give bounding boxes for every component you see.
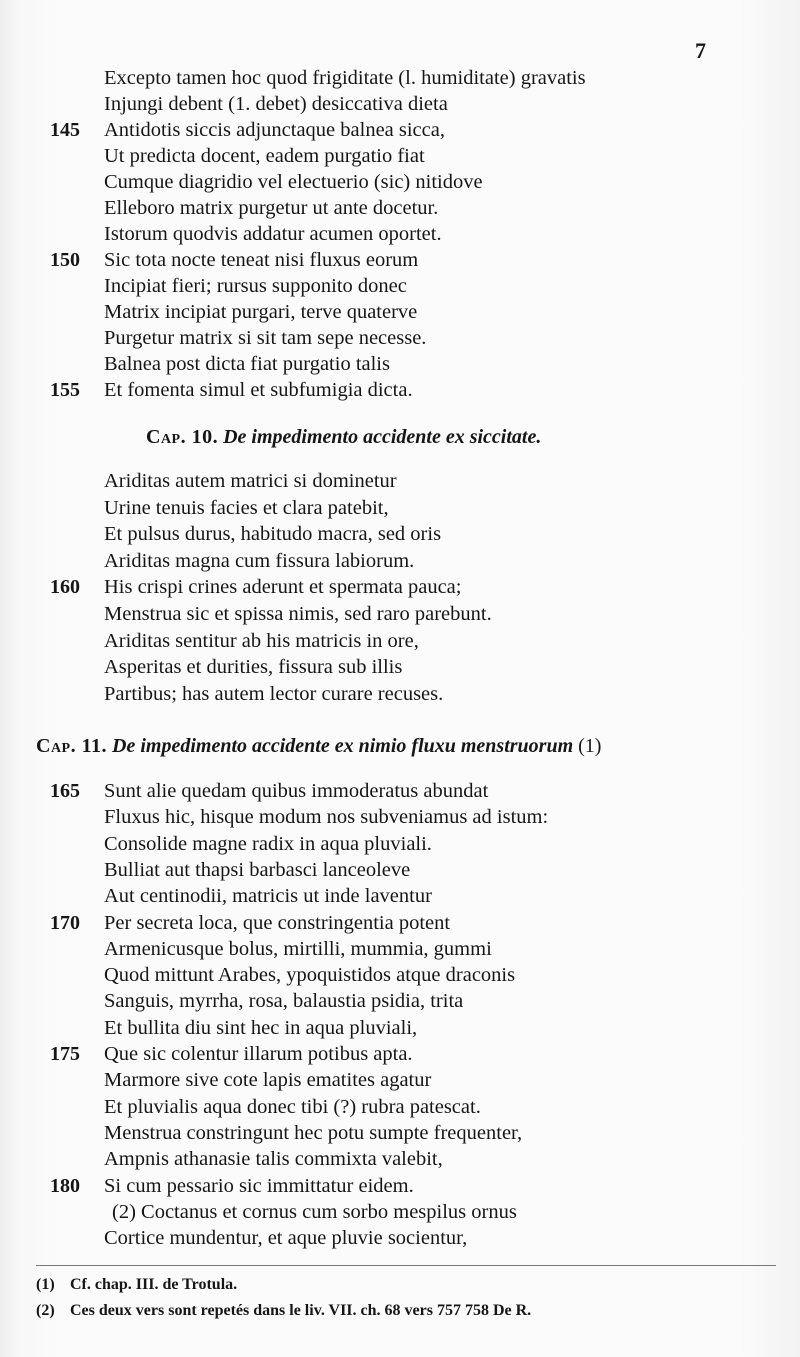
verse-line bbox=[0, 1225, 800, 1251]
line-text: Et pulsus durus, habitudo macra, sed oris bbox=[104, 523, 442, 546]
verse-line bbox=[0, 1146, 800, 1172]
chapter-heading-10 bbox=[146, 423, 800, 451]
footnote-mark: (2) bbox=[36, 1302, 55, 1319]
page-number: 7 bbox=[695, 38, 706, 63]
line-text: Ut predicta docent, eadem purgatio fiat bbox=[104, 145, 425, 167]
line-text: Armenicusque bolus, mirtilli, mummia, gummi bbox=[104, 937, 492, 960]
line-text: Consolide magne radix in aqua pluviali. bbox=[104, 832, 432, 855]
line-text: Fluxus hic, hisque modum nos subveniamus ad istum: bbox=[104, 806, 549, 829]
footnote-reference: (1) bbox=[578, 735, 602, 757]
line-text: Marmore sive cote lapis ematites agatur bbox=[104, 1069, 432, 1092]
verse-line bbox=[0, 377, 800, 403]
line-text: Asperitas et durities, fissura sub illis bbox=[104, 656, 403, 679]
line-text: Sunt alie quedam quibus immoderatus abundat bbox=[104, 780, 489, 802]
chapter-label: Cap. 11. bbox=[36, 735, 108, 757]
verse-line bbox=[0, 628, 800, 654]
line-text: Injungi debent (1. debet) desiccativa dieta bbox=[104, 93, 448, 115]
line-text: Ariditas magna cum fissura labiorum. bbox=[104, 549, 415, 572]
line-text: Aut centinodii, matricis ut inde laventur bbox=[104, 885, 432, 908]
verse-line bbox=[0, 1094, 800, 1120]
line-text: Si cum pessario sic immittatur eidem. bbox=[104, 1174, 414, 1197]
chapter-heading-11 bbox=[36, 732, 800, 760]
line-number: 150 bbox=[50, 249, 80, 271]
footnotes bbox=[36, 1265, 776, 1324]
line-number: 165 bbox=[50, 780, 80, 802]
verse-line bbox=[0, 1041, 800, 1067]
verse-line bbox=[0, 169, 800, 195]
verse-line bbox=[0, 1173, 800, 1199]
line-number: 175 bbox=[50, 1043, 80, 1065]
verse-line bbox=[0, 574, 800, 600]
verse-line bbox=[0, 962, 800, 988]
line-text: Excepto tamen hoc quod frigiditate (l. humiditate) gravatis bbox=[104, 67, 586, 89]
verse-line bbox=[0, 1120, 800, 1146]
verse-line bbox=[0, 299, 800, 325]
line-text: Sic tota nocte teneat nisi fluxus eorum bbox=[104, 249, 419, 271]
verse-line bbox=[0, 1067, 800, 1093]
verse-line bbox=[0, 778, 800, 804]
line-text: Cumque diagridio vel electuerio (sic) nitidove bbox=[104, 171, 483, 193]
verse-line bbox=[0, 548, 800, 574]
line-text: Cortice mundentur, et aque pluvie socientur, bbox=[104, 1227, 468, 1250]
verse-line bbox=[0, 65, 800, 91]
line-number: 170 bbox=[50, 911, 80, 934]
verse-line bbox=[0, 468, 800, 494]
chapter-label: Cap. 10. bbox=[146, 426, 219, 448]
line-text: Matrix incipiat purgari, terve quaterve bbox=[104, 301, 418, 323]
verse-line bbox=[0, 247, 800, 273]
line-text: Balnea post dicta fiat purgatio talis bbox=[104, 353, 390, 375]
verse-line bbox=[0, 221, 800, 247]
chapter-title: De impedimento accidente ex siccitate. bbox=[223, 426, 542, 448]
verse-line bbox=[0, 325, 800, 351]
verse-line bbox=[0, 91, 800, 117]
line-text: Ariditas autem matrici si dominetur bbox=[104, 470, 397, 492]
verse-line bbox=[0, 804, 800, 830]
verse-line bbox=[0, 601, 800, 627]
verse-line bbox=[0, 857, 800, 883]
line-text: Ampnis athanasie talis commixta valebit, bbox=[104, 1148, 443, 1171]
line-text: Istorum quodvis addatur acumen oportet. bbox=[104, 223, 442, 245]
verse-line bbox=[0, 351, 800, 377]
line-text: Et bullita diu sint hec in aqua pluviali, bbox=[104, 1016, 418, 1039]
verse-line bbox=[0, 195, 800, 221]
verse-line bbox=[0, 273, 800, 299]
verse-line bbox=[0, 654, 800, 680]
line-text: Quod mittunt Arabes, ypoquistidos atque draconis bbox=[104, 964, 516, 987]
line-text: Urine tenuis facies et clara patebit, bbox=[104, 496, 389, 519]
verse-line bbox=[0, 936, 800, 962]
line-text: Ariditas sentitur ab his matricis in ore, bbox=[104, 629, 419, 652]
line-text: His crispi crines aderunt et spermata pauca; bbox=[104, 576, 462, 599]
line-number: 155 bbox=[50, 379, 80, 401]
footnote-mark: (1) bbox=[36, 1276, 55, 1293]
verse-line bbox=[0, 910, 800, 936]
verse-line bbox=[0, 495, 800, 521]
line-text: Menstrua constringunt hec potu sumpte frequenter, bbox=[104, 1121, 523, 1144]
line-text: Menstrua sic et spissa nimis, sed raro parebunt. bbox=[104, 603, 492, 625]
verse-line bbox=[0, 831, 800, 857]
line-number: 160 bbox=[50, 576, 80, 599]
footnote-text: Ces deux vers sont repetés dans le liv. VII. ch. 68 vers 757 758 De R. bbox=[70, 1302, 532, 1319]
line-text: Et fomenta simul et subfumigia dicta. bbox=[104, 379, 413, 401]
line-number: 145 bbox=[50, 119, 80, 141]
verse-line bbox=[0, 521, 800, 547]
line-number: 180 bbox=[50, 1174, 80, 1197]
line-text: Incipiat fieri; rursus supponito donec bbox=[104, 275, 407, 297]
verse-line bbox=[0, 1199, 800, 1225]
line-text: Sanguis, myrrha, rosa, balaustia psidia, trita bbox=[104, 990, 464, 1013]
footnote-text: Cf. chap. III. de Trotula. bbox=[70, 1276, 238, 1293]
verse-line bbox=[0, 988, 800, 1014]
verse-line bbox=[0, 117, 800, 143]
line-text: Purgetur matrix si sit tam sepe necesse. bbox=[104, 327, 427, 349]
footnote-2 bbox=[36, 1298, 776, 1324]
line-text: Elleboro matrix purgetur ut ante docetur. bbox=[104, 197, 439, 219]
line-text: Bulliat aut thapsi barbasci lanceoleve bbox=[104, 858, 411, 881]
verse-line bbox=[0, 883, 800, 909]
line-text: (2) Coctanus et cornus cum sorbo mespilus ornus bbox=[112, 1200, 517, 1223]
verse-line bbox=[0, 143, 800, 169]
footnote-1 bbox=[36, 1272, 776, 1298]
line-text: Partibus; has autem lector curare recuses. bbox=[104, 682, 444, 705]
verse-line bbox=[0, 1015, 800, 1041]
chapter-title: De impedimento accidente ex nimio fluxu menstruorum bbox=[112, 735, 574, 757]
line-text: Et pluvialis aqua donec tibi (?) rubra patescat. bbox=[104, 1095, 481, 1118]
line-text: Antidotis siccis adjunctaque balnea sicca, bbox=[104, 119, 445, 141]
verse-line bbox=[0, 681, 800, 707]
line-text: Que sic colentur illarum potibus apta. bbox=[104, 1043, 413, 1065]
line-text: Per secreta loca, que constringentia potent bbox=[104, 911, 451, 934]
